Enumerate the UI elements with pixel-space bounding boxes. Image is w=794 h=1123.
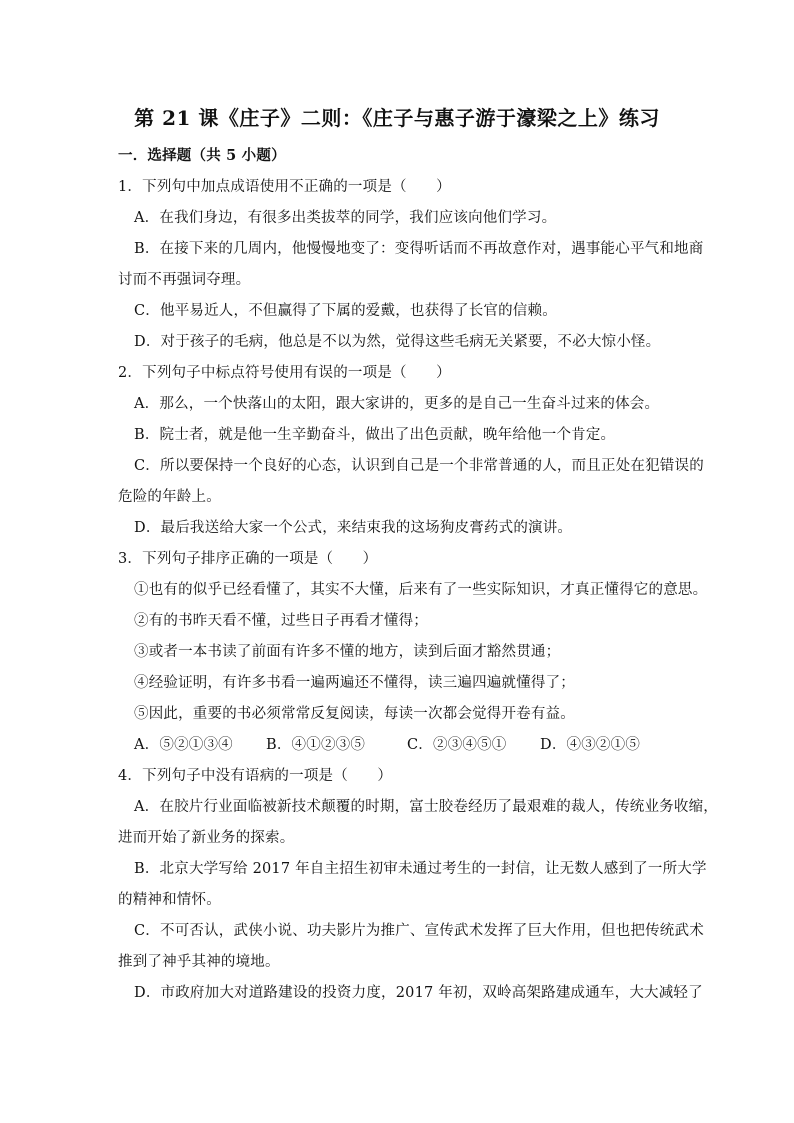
question-2-option-c-cont: 危险的年龄上。 [118, 489, 221, 505]
question-1-option-d: D．对于孩子的毛病，他总是不以为然，觉得这些毛病无关紧要，不必大惊小怪。 [134, 334, 661, 350]
question-2-option-c: C．所以要保持一个良好的心态，认识到自己是一个非常普通的人，而且正处在犯错误的 [134, 458, 704, 474]
question-3-sentence-3: ③或者一本书读了前面有许多不懂的地方，读到后面才豁然贯通； [134, 644, 561, 660]
section-heading: 一．选择题（共 5 小题） [118, 147, 286, 164]
question-4-stem: 4．下列句子中没有语病的一项是（ ） [118, 768, 393, 784]
question-2-option-d: D．最后我送给大家一个公式，来结束我的这场狗皮膏药式的演讲。 [134, 520, 573, 536]
question-3-sentence-1: ①也有的似乎已经看懂了，其实不大懂，后来有了一些实际知识，才真正懂得它的意思。 [134, 582, 708, 598]
question-1-option-a: A．在我们身边，有很多出类拔萃的同学，我们应该向他们学习。 [134, 210, 557, 226]
question-4-option-a-cont: 进而开始了新业务的探索。 [118, 830, 295, 846]
question-3-option-b: B．④①②③⑤ [266, 737, 366, 753]
question-1-option-b: B．在接下来的几周内，他慢慢地变了：变得听话而不再故意作对，遇事能心平气和地商 [134, 241, 704, 257]
question-2-option-b: B．院士者，就是他一生辛勤奋斗，做出了出色贡献，晚年给他一个肯定。 [134, 427, 616, 443]
question-1-option-c: C．他平易近人，不但赢得了下属的爱戴，也获得了长官的信赖。 [134, 303, 557, 319]
question-4-option-b-cont: 的精神和情怀。 [118, 892, 221, 908]
question-4-option-c: C．不可否认，武侠小说、功夫影片为推广、宣传武术发挥了巨大作用，但也把传统武术 [134, 923, 704, 939]
question-2-stem: 2．下列句子中标点符号使用有误的一项是（ ） [118, 365, 451, 381]
question-1-stem: 1．下列句中加点成语使用不正确的一项是（ ） [118, 179, 451, 195]
question-4-option-c-cont: 推到了神乎其神的境地。 [118, 954, 280, 970]
question-3-option-a: A．⑤②①③④ [134, 737, 233, 753]
question-3-options [134, 735, 694, 755]
page-title: 第 21 课《庄子》二则：《庄子与惠子游于濠梁之上》练习 [134, 106, 660, 130]
question-3-sentence-4: ④经验证明，有许多书看一遍两遍还不懂得，读三遍四遍就懂得了； [134, 675, 575, 691]
question-4-option-b: B．北京大学写给 2017 年自主招生初审未通过考生的一封信，让无数人感到了一所大学 [134, 861, 707, 877]
question-3-sentence-5: ⑤因此，重要的书必须常常反复阅读，每读一次都会觉得开卷有益。 [134, 706, 575, 722]
question-2-option-a: A．那么，一个快落山的太阳，跟大家讲的，更多的是自己一生奋斗过来的体会。 [134, 396, 660, 412]
question-3-option-d: D．④③②①⑤ [540, 737, 641, 753]
question-1-option-b-cont: 讨而不再强词夺理。 [118, 272, 251, 288]
question-3-stem: 3．下列句子排序正确的一项是（ ） [118, 551, 378, 567]
question-3-option-c: C．②③④⑤① [407, 737, 507, 753]
question-3-sentence-2: ②有的书昨天看不懂，过些日子再看才懂得； [134, 613, 428, 629]
question-4-option-a: A．在胶片行业面临被新技术颠覆的时期，富士胶卷经历了最艰难的裁人，传统业务收缩， [134, 799, 718, 815]
question-4-option-d: D．市政府加大对道路建设的投资力度，2017 年初，双岭高架路建成通车，大大减轻了 [134, 985, 703, 1001]
